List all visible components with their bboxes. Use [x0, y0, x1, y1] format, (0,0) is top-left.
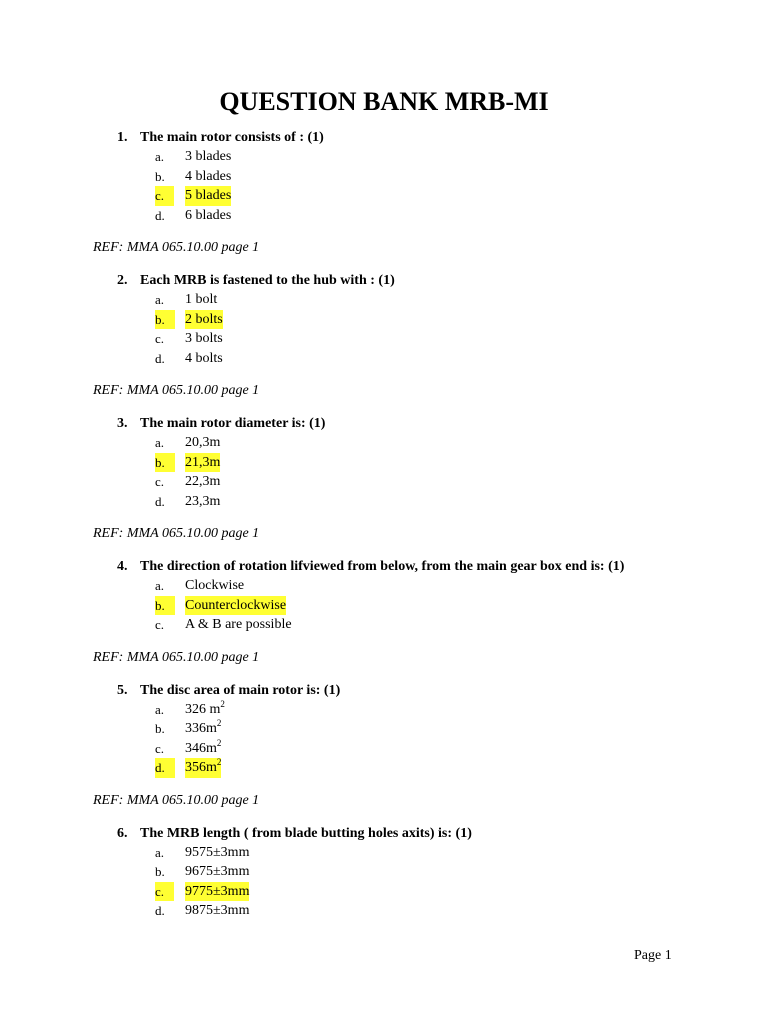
- option-letter: a.: [155, 292, 165, 307]
- question-text: [117, 824, 673, 843]
- question-label: The main rotor consists of : (1): [140, 130, 324, 145]
- answer-option: [0, 433, 768, 453]
- option-value: 6 blades: [185, 207, 232, 223]
- question-number: 4.: [117, 559, 128, 574]
- option-letter: d.: [155, 207, 165, 223]
- answer-option: [0, 862, 768, 882]
- answer-option-correct: [0, 453, 768, 473]
- answer-option-correct: [0, 310, 768, 330]
- option-text: [185, 576, 244, 596]
- option-letter: c.: [155, 331, 165, 346]
- option-letter: a.: [155, 435, 165, 450]
- option-text: [185, 719, 221, 739]
- option-value: 3 bolts: [185, 331, 223, 346]
- question-label: The direction of rotation lifviewed from below, from the main gear box end is: (1): [140, 559, 625, 574]
- option-value: 356m: [185, 760, 217, 775]
- option-letter: d.: [155, 903, 165, 918]
- answer-option: [0, 290, 768, 310]
- question-number: 2.: [117, 273, 128, 288]
- answer-option: [0, 472, 768, 492]
- option-letter: b.: [155, 453, 175, 473]
- option-text: [185, 862, 249, 882]
- answer-options: [0, 433, 768, 511]
- question-label: Each MRB is fastened to the hub with : (1): [140, 273, 395, 288]
- option-text: [185, 901, 249, 921]
- option-value: 346m: [185, 740, 217, 756]
- reference-note: REF: MMA 065.10.00 page 1: [93, 526, 260, 541]
- question-block: [0, 557, 768, 667]
- option-text: [185, 186, 231, 206]
- question-block: [0, 271, 768, 400]
- answer-option: [0, 719, 768, 739]
- question-block: [0, 128, 768, 257]
- question-label: The disc area of main rotor is: (1): [140, 682, 341, 698]
- option-value: 336m: [185, 721, 217, 736]
- answer-option: [0, 576, 768, 596]
- option-text: [185, 329, 223, 349]
- answer-option: [0, 700, 768, 720]
- option-value: Clockwise: [185, 578, 245, 593]
- option-value: 1 bolt: [185, 292, 218, 307]
- option-letter: b.: [155, 596, 175, 616]
- option-superscript: 2: [216, 737, 222, 748]
- answer-option: [0, 739, 768, 759]
- answer-option: [0, 206, 768, 226]
- question-number: 3.: [117, 416, 128, 431]
- question-label: The main rotor diameter is: (1): [140, 416, 326, 431]
- option-text: [185, 147, 231, 167]
- option-letter: a.: [155, 149, 165, 164]
- question-text: [117, 271, 673, 290]
- option-letter: b.: [155, 168, 165, 184]
- option-letter: c.: [155, 474, 165, 489]
- answer-options: [0, 700, 768, 778]
- option-text: [185, 433, 220, 453]
- option-value: 326 m: [185, 701, 221, 717]
- option-letter: c.: [155, 186, 174, 206]
- question-text: [117, 681, 673, 700]
- option-letter: a.: [155, 578, 165, 593]
- option-letter: d.: [155, 758, 175, 778]
- option-value: 9675±3mm: [185, 864, 250, 879]
- answer-option: [0, 901, 768, 921]
- option-letter: d.: [155, 493, 165, 509]
- question-list: [0, 128, 768, 921]
- option-value: 22,3m: [185, 474, 221, 489]
- option-superscript: 2: [216, 757, 222, 767]
- option-value: A & B are possible: [185, 617, 292, 632]
- option-letter: c.: [155, 740, 165, 756]
- reference-note: REF: MMA 065.10.00 page 1: [93, 649, 260, 665]
- option-text: [185, 596, 286, 616]
- option-text: [185, 700, 225, 720]
- question-number: 6.: [117, 825, 128, 841]
- option-text: [185, 290, 217, 310]
- question-text: [117, 128, 673, 147]
- option-text: [185, 453, 220, 473]
- option-text: [185, 758, 221, 778]
- option-letter: d.: [155, 350, 165, 366]
- option-value: 20,3m: [185, 435, 221, 450]
- answer-options: [0, 576, 768, 635]
- answer-option: [0, 147, 768, 167]
- option-text: [185, 882, 249, 902]
- answer-option-correct: [0, 758, 768, 778]
- option-value: 23,3m: [185, 493, 221, 509]
- answer-option: [0, 167, 768, 187]
- option-value: 2 bolts: [185, 311, 223, 327]
- reference-note: REF: MMA 065.10.00 page 1: [93, 240, 260, 255]
- option-letter: b.: [155, 721, 165, 736]
- answer-option: [0, 329, 768, 349]
- question-number: 1.: [117, 130, 128, 145]
- option-superscript: 2: [216, 718, 222, 728]
- answer-option: [0, 615, 768, 635]
- option-text: [185, 167, 231, 187]
- option-letter: c.: [155, 882, 174, 902]
- question-text: [117, 557, 673, 576]
- reference-note: REF: MMA 065.10.00 page 1: [93, 792, 260, 808]
- option-text: [185, 349, 223, 369]
- option-value: 5 blades: [185, 188, 232, 203]
- option-value: 4 blades: [185, 168, 232, 184]
- option-value: 9875±3mm: [185, 903, 250, 918]
- question-label: The MRB length ( from blade butting holes axits) is: (1): [140, 825, 472, 841]
- answer-option-correct: [0, 596, 768, 616]
- option-value: 9575±3mm: [185, 844, 250, 860]
- option-letter: b.: [155, 864, 165, 879]
- option-superscript: 2: [220, 698, 225, 709]
- answer-option: [0, 843, 768, 863]
- option-text: [185, 615, 292, 635]
- question-text: [117, 414, 673, 433]
- option-text: [185, 843, 249, 863]
- option-text: [185, 206, 231, 226]
- option-letter: a.: [155, 701, 165, 717]
- answer-option-correct: [0, 882, 768, 902]
- option-text: [185, 310, 223, 330]
- option-letter: b.: [155, 310, 175, 330]
- question-block: [0, 414, 768, 543]
- answer-option-correct: [0, 186, 768, 206]
- answer-option: [0, 492, 768, 512]
- answer-options: [0, 147, 768, 225]
- option-value: 21,3m: [185, 454, 221, 470]
- page-number: Page 1: [634, 948, 672, 963]
- option-letter: c.: [155, 617, 165, 632]
- option-letter: a.: [155, 844, 165, 860]
- question-number: 5.: [117, 682, 128, 698]
- page-title: QUESTION BANK MRB-MI: [219, 87, 549, 116]
- option-text: [185, 739, 221, 759]
- option-value: 3 blades: [185, 149, 232, 164]
- answer-option: [0, 349, 768, 369]
- answer-options: [0, 843, 768, 921]
- option-text: [185, 492, 220, 512]
- option-value: Counterclockwise: [185, 597, 287, 613]
- option-value: 4 bolts: [185, 350, 223, 366]
- option-value: 9775±3mm: [185, 883, 250, 899]
- question-block: [0, 824, 768, 921]
- reference-note: REF: MMA 065.10.00 page 1: [93, 383, 260, 398]
- option-text: [185, 472, 220, 492]
- answer-options: [0, 290, 768, 368]
- question-block: [0, 681, 768, 810]
